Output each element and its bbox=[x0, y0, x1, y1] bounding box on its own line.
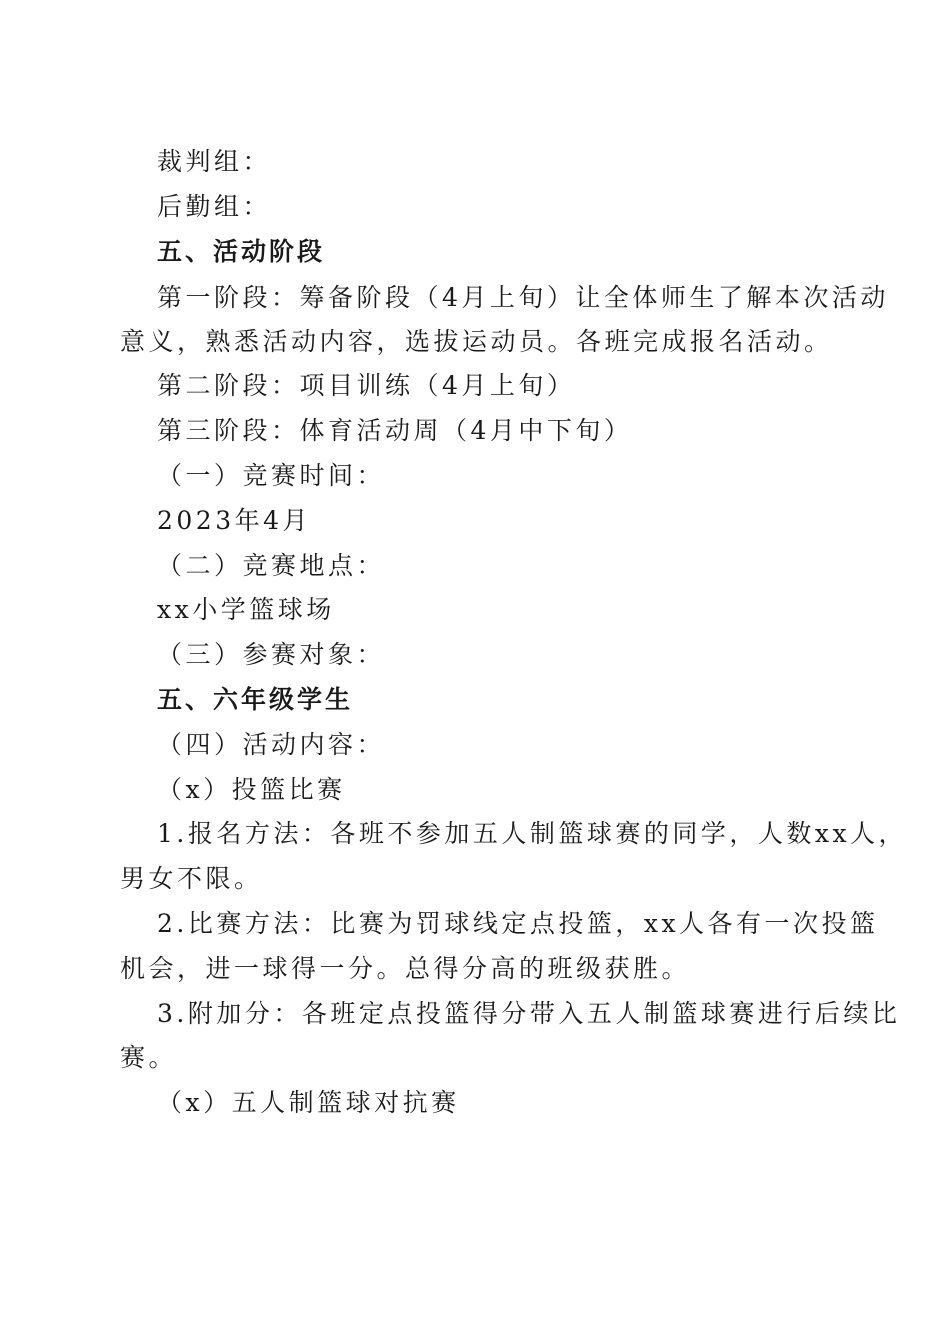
paragraph-bonus-points: 3.附加分：各班定点投篮得分带入五人制篮球赛进行后续比 bbox=[157, 999, 901, 1028]
subheading-competition-venue: （二）竞赛地点： bbox=[157, 551, 386, 580]
paragraph-registration-method-continued: 男女不限。 bbox=[120, 864, 263, 893]
paragraph-stage-one-continued: 意义，熟悉活动内容，选拔运动员。各班完成报名活动。 bbox=[120, 327, 833, 356]
item-shooting-contest: （x）投篮比赛 bbox=[157, 775, 346, 804]
referee-group-label: 裁判组： bbox=[157, 147, 272, 176]
paragraph-competition-method: 2.比赛方法：比赛为罚球线定点投篮，xx人各有一次投篮 bbox=[157, 909, 879, 938]
logistics-group-label: 后勤组： bbox=[157, 192, 272, 221]
subheading-competition-time: （一）竞赛时间： bbox=[157, 461, 386, 490]
item-five-a-side-basketball: （x）五人制篮球对抗赛 bbox=[157, 1088, 460, 1117]
competition-time-value: 2023年4月 bbox=[157, 506, 312, 535]
subheading-participants: （三）参赛对象： bbox=[157, 640, 386, 669]
competition-venue-value: xx小学篮球场 bbox=[157, 595, 335, 624]
paragraph-stage-two: 第二阶段：项目训练（4月上旬） bbox=[157, 371, 576, 400]
paragraph-registration-method: 1.报名方法：各班不参加五人制篮球赛的同学，人数xx人， bbox=[157, 819, 908, 848]
section-heading-activity-stages: 五、活动阶段 bbox=[157, 237, 326, 266]
subheading-activity-content: （四）活动内容： bbox=[157, 730, 386, 759]
paragraph-bonus-points-continued: 赛。 bbox=[120, 1043, 178, 1072]
participants-value: 五、六年级学生 bbox=[157, 685, 354, 714]
paragraph-stage-one: 第一阶段：筹备阶段（4月上旬）让全体师生了解本次活动 bbox=[157, 283, 889, 312]
paragraph-competition-method-continued: 机会，进一球得一分。总得分高的班级获胜。 bbox=[120, 954, 691, 983]
paragraph-stage-three: 第三阶段：体育活动周（4月中下旬） bbox=[157, 416, 633, 445]
